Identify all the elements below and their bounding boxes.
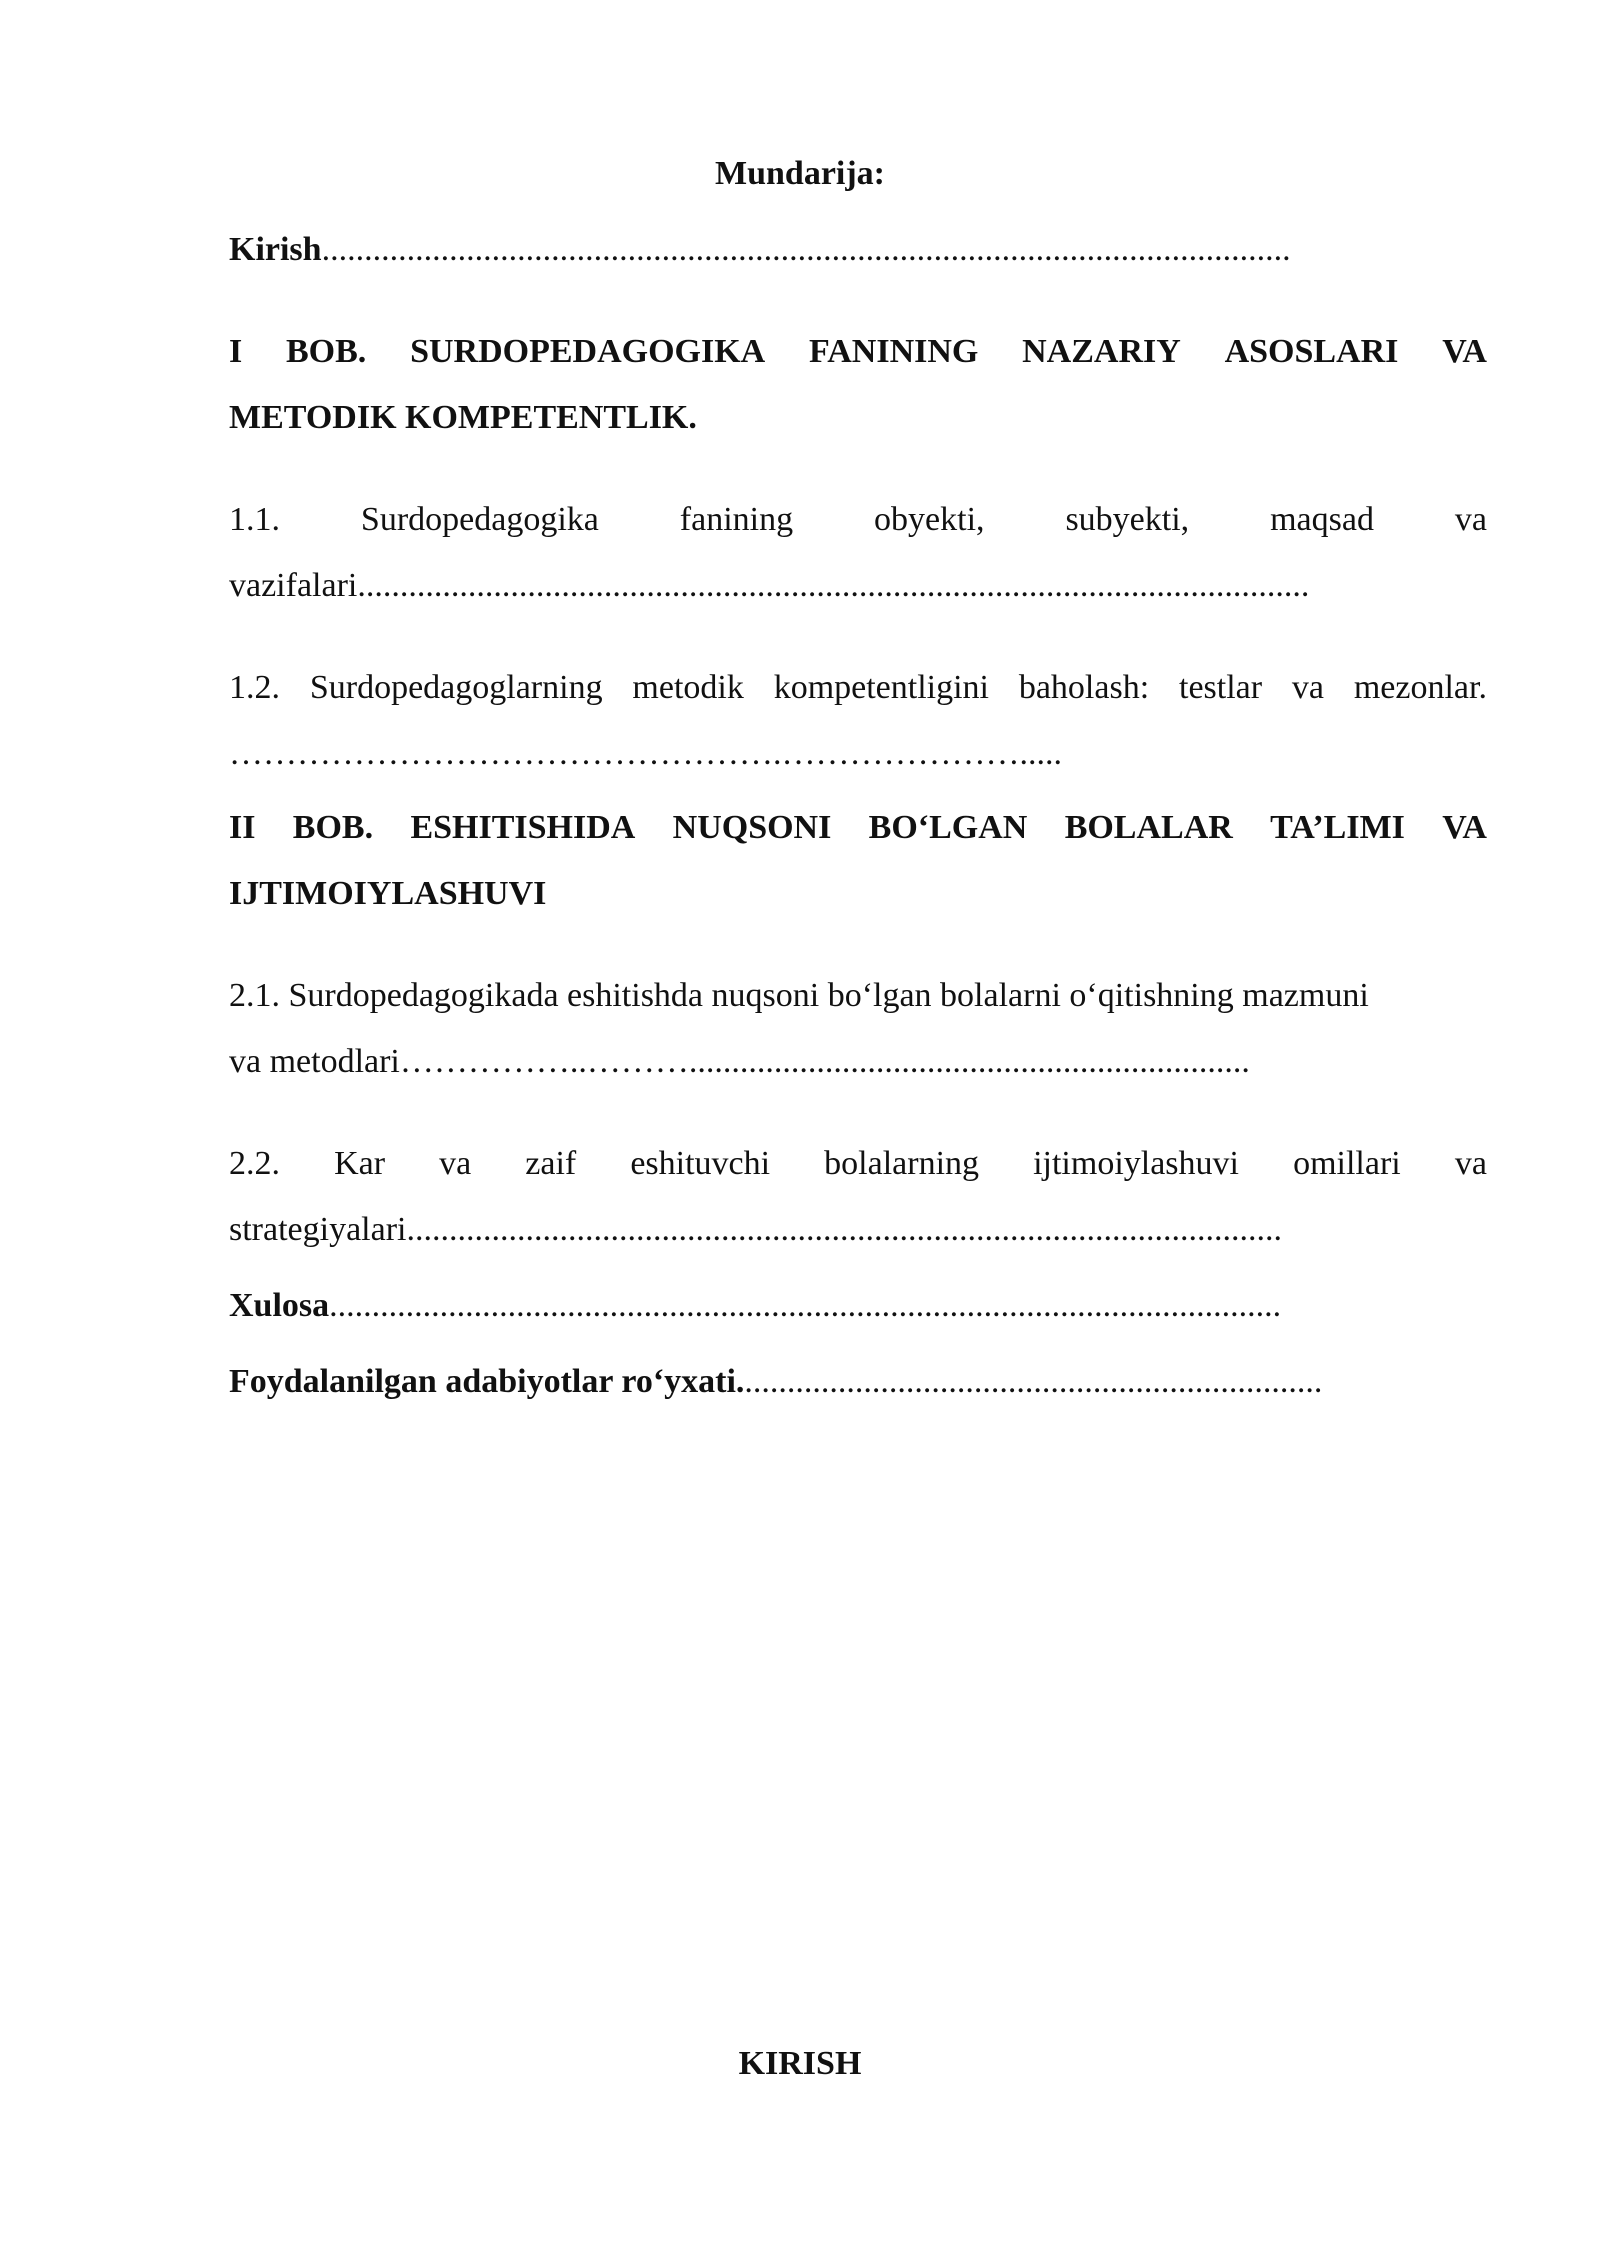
toc-chapter2-line1 <box>229 808 1487 848</box>
section-heading-kirish: KIRISH <box>738 2045 862 2082</box>
toc-entry-kirish <box>229 230 1487 270</box>
word: ijtimoiylashuvi <box>1033 1145 1239 1182</box>
toc-chapter2-line2: IJTIMOIYLASHUVI <box>229 875 547 912</box>
toc-leader-dots: ....................................................................................................... <box>406 1211 1282 1248</box>
word: 1.1. <box>229 501 280 538</box>
word: II <box>229 809 256 846</box>
word: NAZARIY <box>1022 333 1181 370</box>
word: BOLALAR <box>1064 809 1233 846</box>
toc-section-1-1-line1 <box>229 500 1487 540</box>
word: Surdopedagoglarning <box>309 669 603 706</box>
word: SURDOPEDAGOGIKA <box>410 333 766 370</box>
word: Kar <box>334 1145 386 1182</box>
word: maqsad <box>1270 501 1374 538</box>
word: 1.2. <box>229 669 280 706</box>
word: BO‘LGAN <box>868 809 1028 846</box>
word: bolalarning <box>824 1145 980 1182</box>
word: va <box>1291 669 1325 706</box>
toc-section-2-2-line1 <box>229 1144 1487 1184</box>
toc-section-1-2-line2: ………………………………………….…………………..... <box>229 735 1062 772</box>
word: VA <box>1442 333 1487 370</box>
toc-entry-label: Xulosa <box>229 1287 330 1324</box>
toc-section-2-2-line2 <box>229 1210 1487 1250</box>
word: 2.2. <box>229 1145 280 1182</box>
toc-entry-adabiyotlar <box>229 1362 1487 1402</box>
word: zaif <box>525 1145 577 1182</box>
toc-entry-label: va metodlari <box>229 1043 400 1080</box>
word: BOB. <box>292 809 374 846</box>
word: subyekti, <box>1065 501 1190 538</box>
word: va <box>1454 501 1487 538</box>
word: kompetentligini <box>773 669 989 706</box>
word: BOB. <box>286 333 367 370</box>
word: Surdopedagogika <box>360 501 599 538</box>
word: fanining <box>679 501 794 538</box>
word: NUQSONI <box>672 809 832 846</box>
toc-section-1-1-line2 <box>229 566 1487 606</box>
word: obyekti, <box>874 501 985 538</box>
word: testlar <box>1179 669 1263 706</box>
toc-entry-label: vazifalari <box>229 567 358 604</box>
toc-leader-dots: .................................................................................................................. <box>321 231 1291 268</box>
word: I <box>229 333 243 370</box>
toc-leader-dots: .................................................................... <box>744 1363 1323 1400</box>
toc-entry-label: strategiyalari <box>229 1211 407 1248</box>
toc-title: Mundarija: <box>715 155 885 192</box>
toc-entry-xulosa <box>229 1286 1487 1326</box>
toc-section-1-2-line1 <box>229 668 1487 708</box>
word: va <box>1454 1145 1487 1182</box>
word: TA’LIMI <box>1270 809 1405 846</box>
toc-section-2-1-line1: 2.1. Surdopedagogikada eshitishda nuqsoni bo‘lgan bolalarni o‘qitishning mazmuni <box>229 977 1369 1014</box>
toc-entry-label: Kirish <box>229 231 322 268</box>
word: eshituvchi <box>630 1145 771 1182</box>
toc-entry-label: Foydalanilgan adabiyotlar ro‘yxati. <box>229 1363 745 1400</box>
word: mezonlar. <box>1353 669 1487 706</box>
word: va <box>439 1145 472 1182</box>
toc-section-2-1-line2 <box>229 1042 1487 1082</box>
toc-leader-dots: ................................................................................................................ <box>329 1287 1282 1324</box>
word: omillari <box>1293 1145 1401 1182</box>
word: metodik <box>632 669 744 706</box>
toc-leader-dots: ……………..……….................................................................. <box>399 1043 1250 1080</box>
toc-chapter1-line1 <box>229 332 1487 372</box>
word: VA <box>1442 809 1487 846</box>
word: baholash: <box>1018 669 1150 706</box>
word: FANINING <box>808 333 979 370</box>
word: ESHITISHIDA <box>410 809 636 846</box>
word: ASOSLARI <box>1224 333 1399 370</box>
toc-chapter1-line2: METODIK KOMPETENTLIK. <box>229 399 697 436</box>
toc-leader-dots: ................................................................................................................ <box>357 567 1310 604</box>
